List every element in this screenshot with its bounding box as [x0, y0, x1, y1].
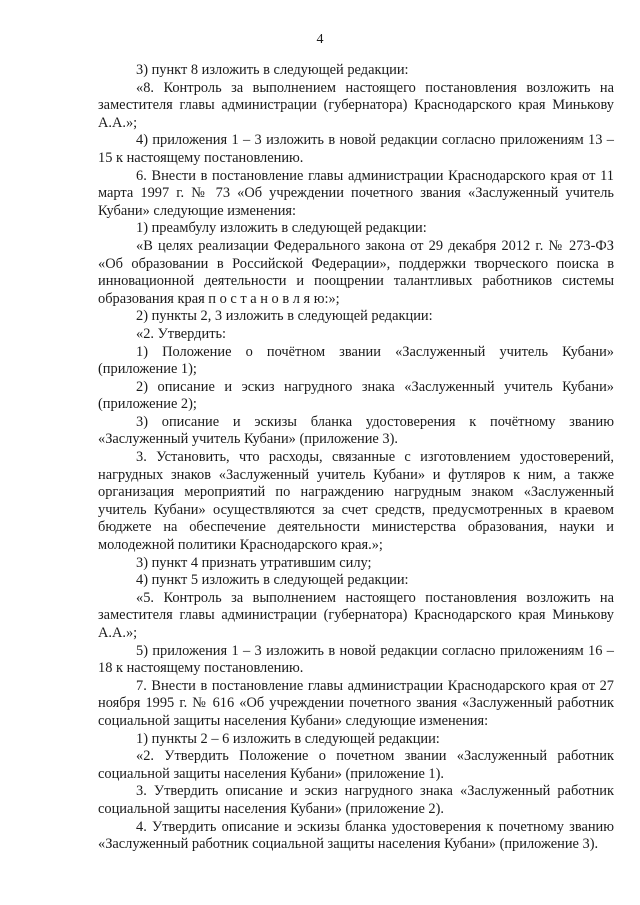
- paragraph: 5) приложения 1 – 3 изложить в новой редакции согласно приложениям 16 – 18 к настоящему постановлению.: [98, 642, 614, 677]
- paragraph: 3) описание и эскизы бланка удостоверения к почётному званию «Заслуженный учитель Кубани» (приложение 3).: [98, 413, 614, 448]
- paragraph: «2. Утвердить:: [136, 325, 227, 342]
- paragraph: 3. Утвердить описание и эскиз нагрудного знака «Заслуженный работник социальной защиты населения Кубани» (приложение 2).: [98, 783, 614, 817]
- paragraph: 4. Утвердить описание и эскизы бланка удостоверения к почетному званию «Заслуженный работник социальной защиты населения Кубани» (приложение 3).: [98, 818, 614, 853]
- document-body: [98, 62, 614, 854]
- paragraph: 3) пункт 8 изложить в следующей редакции:: [136, 62, 409, 78]
- paragraph: «8. Контроль за выполнением настоящего постановления возложить на заместителя главы администрации (губернатора) Краснодарского края Минькову А.А.»;: [98, 79, 614, 131]
- paragraph: 3) пункт 4 признать утратившим силу;: [136, 554, 372, 571]
- paragraph: «2. Утвердить Положение о почетном звании «Заслуженный работник социальной защиты населения Кубани» (приложение 1).: [98, 748, 614, 782]
- paragraph: 6. Внести в постановление главы администрации Краснодарского края от 11 марта 1997 г. № 73 «Об учреждении почетного звания «Заслуженный учитель Кубани» следующие изменения:: [98, 167, 614, 219]
- paragraph: 2) пункты 2, 3 изложить в следующей редакции:: [136, 308, 433, 325]
- paragraph: 1) преамбулу изложить в следующей редакции:: [136, 220, 427, 237]
- paragraph: 2) описание и эскиз нагрудного знака «Заслуженный учитель Кубани» (приложение 2);: [98, 378, 614, 413]
- paragraph: «В целях реализации Федерального закона от 29 декабря 2012 г. № 273-ФЗ «Об образовании в Российской Федерации», поддержки творческого поиска в инновационной деятельности и поощрении талантливых работников системы образования края п о с т а н о в л я ю:»;: [98, 237, 614, 307]
- paragraph: 4) пункт 5 изложить в следующей редакции:: [136, 572, 409, 589]
- paragraph: 1) Положение о почётном звании «Заслуженный учитель Кубани» (приложение 1);: [98, 343, 614, 378]
- page-number: 4: [316, 32, 324, 47]
- paragraph: 3. Установить, что расходы, связанные с изготовлением удостоверений, нагрудных знаков «Заслуженный учитель Кубани» и футляров к ним, а также организация мероприятий по награждению нагрудным знаком «Заслуженный учитель Кубани» осуществляются за счет средств, предусмотренных в краевом бюджете на обеспечение деятельности министерства образования, науки и молодежной политики Краснодарского края.»;: [98, 449, 614, 554]
- paragraph: 1) пункты 2 – 6 изложить в следующей редакции:: [136, 730, 440, 747]
- paragraph: «5. Контроль за выполнением настоящего постановления возложить на заместителя главы администрации (губернатора) Краснодарского края Минькову А.А.»;: [98, 589, 614, 641]
- paragraph: 4) приложения 1 – 3 изложить в новой редакции согласно приложениям 13 – 15 к настоящему постановлению.: [98, 132, 614, 166]
- paragraph: 7. Внести в постановление главы администрации Краснодарского края от 27 ноября 1995 г. № 616 «Об учреждении почетного звания «Заслуженный работник социальной защиты населения Кубани» следующие изменения:: [98, 677, 614, 729]
